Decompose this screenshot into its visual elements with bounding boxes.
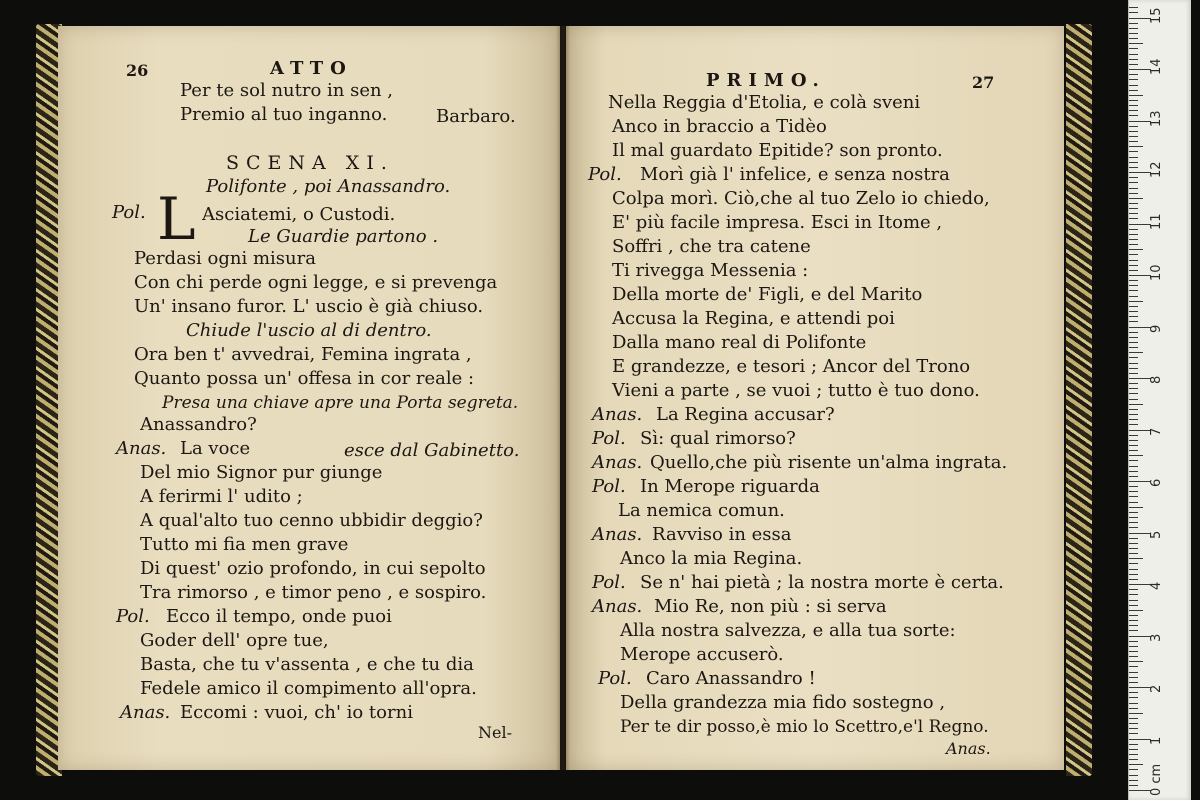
ruler-tick <box>1129 414 1138 415</box>
speaker-label: Anas. <box>120 702 171 723</box>
text-line: Soffri , che tra catene <box>612 236 811 257</box>
speaker-label: Pol. <box>116 606 150 627</box>
ruler-tick <box>1129 507 1143 508</box>
ruler-tick <box>1129 342 1138 343</box>
ruler-tick <box>1129 646 1138 647</box>
ruler-tick <box>1129 579 1138 580</box>
ruler-tick <box>1129 692 1138 693</box>
ruler-tick <box>1129 723 1138 724</box>
ruler-tick <box>1129 254 1138 255</box>
text-line: Un' insano furor. L' uscio è già chiuso. <box>134 296 484 317</box>
text-line: Della grandezza mia fido sostegno , <box>620 692 946 713</box>
ruler-tick <box>1129 610 1143 611</box>
ruler-tick <box>1129 630 1138 631</box>
ruler-tick <box>1129 151 1138 152</box>
ruler-tick <box>1129 18 1151 19</box>
ruler-tick <box>1129 512 1138 513</box>
ruler-tick <box>1129 460 1138 461</box>
ruler-tick <box>1129 672 1138 673</box>
ruler-tick <box>1129 59 1138 60</box>
ruler-tick <box>1129 486 1138 487</box>
ruler-label: 10 <box>1149 264 1164 281</box>
ruler-tick <box>1129 363 1138 364</box>
ruler-tick <box>1129 677 1138 678</box>
ruler-tick <box>1129 718 1138 719</box>
ruler-tick <box>1129 64 1138 65</box>
speaker-label: Pol. <box>588 164 622 185</box>
ruler-tick <box>1129 43 1143 44</box>
text-line: Basta, che tu v'assenta , e che tu dia <box>140 654 474 675</box>
ruler-tick <box>1129 450 1138 451</box>
ruler-tick <box>1129 558 1143 559</box>
text-line: Anassandro? <box>140 414 257 435</box>
text-line: Ravviso in essa <box>652 524 792 545</box>
catchword-left: Nel- <box>478 723 512 742</box>
ruler-tick <box>1129 110 1138 111</box>
text-line: Quanto possa un' offesa in cor reale : <box>134 368 475 389</box>
text-line: E' più facile impresa. Esci in Itome , <box>612 212 943 233</box>
ruler-tick <box>1129 517 1138 518</box>
ruler-tick <box>1129 780 1138 781</box>
ruler-tick <box>1129 352 1143 353</box>
catchword-right: Anas. <box>946 739 991 758</box>
speaker-label: Anas. <box>116 438 167 459</box>
ruler-tick <box>1129 275 1151 276</box>
text-line: Anco in braccio a Tidèo <box>612 116 827 137</box>
text-line: Barbaro. <box>436 106 516 127</box>
text-line: Dalla mano real di Polifonte <box>612 332 867 353</box>
ruler-tick <box>1129 290 1138 291</box>
ruler-tick <box>1129 203 1138 204</box>
ruler-tick <box>1129 270 1138 271</box>
text-line: Ecco il tempo, onde puoi <box>166 606 392 627</box>
ruler-tick <box>1129 378 1151 379</box>
text-line: E grandezze, e tesori ; Ancor del Trono <box>612 356 971 377</box>
ruler-tick <box>1129 481 1151 482</box>
text-line: Colpa morì. Ciò,che al tuo Zelo io chiedo, <box>612 188 990 209</box>
text-line: In Merope riguarda <box>640 476 820 497</box>
text-line: Del mio Signor pur giunge <box>140 462 383 483</box>
text-line: A qual'alto tuo cenno ubbidir deggio? <box>140 510 483 531</box>
ruler-tick <box>1129 553 1138 554</box>
ruler-tick <box>1129 213 1138 214</box>
ruler-tick <box>1129 373 1138 374</box>
ruler-tick <box>1129 399 1138 400</box>
ruler-tick <box>1129 440 1138 441</box>
ruler-tick <box>1129 74 1138 75</box>
stage-direction: esce dal Gabinetto. <box>344 440 520 461</box>
text-line: Alla nostra salvezza, e alla tua sorte: <box>620 620 956 641</box>
running-head-right: PRIMO. <box>706 70 826 91</box>
speaker-label: Anas. <box>592 596 643 617</box>
ruler-tick <box>1129 12 1138 13</box>
ruler-tick <box>1129 455 1143 456</box>
stage-direction: Presa una chiave apre una Porta segreta. <box>162 393 519 413</box>
ruler-tick <box>1129 393 1138 394</box>
text-line: Fedele amico il compimento all'opra. <box>140 678 477 699</box>
ruler-tick <box>1129 48 1138 49</box>
text-line: Asciatemi, o Custodi. <box>202 204 396 225</box>
ruler-tick <box>1129 533 1151 534</box>
ruler-tick <box>1129 28 1138 29</box>
ruler-tick <box>1129 368 1138 369</box>
text-line: Tutto mi fia men grave <box>140 534 349 555</box>
ruler-tick <box>1129 136 1138 137</box>
ruler-tick <box>1129 296 1138 297</box>
text-line: Il mal guardato Epitide? son pronto. <box>612 140 943 161</box>
scene-heading: SCENA XI. <box>226 152 394 174</box>
ruler-tick <box>1129 651 1138 652</box>
ruler-tick <box>1129 594 1138 595</box>
ruler-tick <box>1129 7 1138 8</box>
ruler-tick <box>1129 584 1151 585</box>
ruler-tick <box>1129 419 1138 420</box>
ruler-tick <box>1129 687 1151 688</box>
ruler-tick <box>1129 33 1138 34</box>
ruler-tick <box>1129 172 1151 173</box>
ruler-tick <box>1129 713 1143 714</box>
ruler-tick <box>1129 476 1138 477</box>
ruler-tick <box>1129 569 1138 570</box>
ruler-tick <box>1129 347 1138 348</box>
text-line: Premio al tuo inganno. <box>180 104 388 125</box>
ruler-tick <box>1129 759 1138 760</box>
text-line: Tra rimorso , e timor peno , e sospiro. <box>140 582 487 603</box>
ruler-tick <box>1129 280 1138 281</box>
speaker-label: Pol. <box>112 202 146 223</box>
speaker-label: Anas. <box>592 404 643 425</box>
ruler-tick <box>1129 69 1151 70</box>
ruler-label: 13 <box>1149 109 1164 127</box>
ruler-label: 7 <box>1149 427 1164 436</box>
text-line: Accusa la Regina, e attendi poi <box>612 308 895 329</box>
ruler-tick <box>1129 739 1151 740</box>
ruler-label: 9 <box>1149 324 1164 333</box>
text-line: Morì già l' infelice, e senza nostra <box>640 164 950 185</box>
ruler-tick <box>1129 218 1138 219</box>
text-line: Con chi perde ogni legge, e si prevenga <box>134 272 498 293</box>
text-line: Della morte de' Figli, e del Marito <box>612 284 923 305</box>
ruler-tick <box>1129 105 1138 106</box>
ruler-tick <box>1129 445 1138 446</box>
speaker-label: Pol. <box>592 428 626 449</box>
ruler-tick <box>1129 285 1138 286</box>
ruler-tick <box>1129 749 1138 750</box>
ruler-tick <box>1129 424 1138 425</box>
ruler-tick <box>1129 538 1138 539</box>
text-line: La nemica comun. <box>618 500 785 521</box>
book-gutter <box>556 26 570 770</box>
text-line: Eccomi : vuoi, ch' io torni <box>180 702 413 723</box>
ruler-tick <box>1129 708 1138 709</box>
ruler-tick <box>1129 466 1138 467</box>
text-line: La Regina accusar? <box>656 404 835 425</box>
ruler-tick <box>1129 625 1138 626</box>
ruler-tick <box>1129 198 1143 199</box>
ruler-tick <box>1129 167 1138 168</box>
ruler-tick <box>1129 249 1143 250</box>
ruler-tick <box>1129 409 1138 410</box>
ruler-tick <box>1129 589 1138 590</box>
speaker-label: Anas. <box>592 524 643 545</box>
ruler-tick <box>1129 126 1138 127</box>
ruler-tick <box>1129 527 1138 528</box>
ruler-label: 2 <box>1149 684 1164 693</box>
ruler-tick <box>1129 388 1138 389</box>
ruler-tick <box>1129 121 1151 122</box>
ruler-tick <box>1129 229 1138 230</box>
ruler-tick <box>1129 141 1138 142</box>
ruler-tick <box>1129 733 1138 734</box>
ruler-tick <box>1129 491 1138 492</box>
ruler-tick <box>1129 543 1138 544</box>
ruler-tick <box>1129 703 1138 704</box>
ruler-tick <box>1129 615 1138 616</box>
ruler-tick <box>1129 728 1138 729</box>
ruler-tick <box>1129 471 1138 472</box>
text-line: A ferirmi l' udito ; <box>140 486 303 507</box>
text-line: Goder dell' opre tue, <box>140 630 329 651</box>
ruler-tick <box>1129 785 1138 786</box>
speaker-label: Pol. <box>592 476 626 497</box>
ruler-tick <box>1129 157 1138 158</box>
ruler-tick <box>1129 95 1143 96</box>
ruler-tick <box>1129 131 1138 132</box>
ruler-label: 1 <box>1149 736 1164 745</box>
ruler-tick <box>1129 502 1138 503</box>
ruler-tick <box>1129 115 1138 116</box>
ruler-tick <box>1129 23 1138 24</box>
ruler-tick <box>1129 306 1138 307</box>
drop-cap: L <box>157 185 196 253</box>
ruler-tick <box>1129 620 1138 621</box>
ruler-tick <box>1129 600 1138 601</box>
ruler-tick <box>1129 38 1138 39</box>
text-line: Nella Reggia d'Etolia, e colà sveni <box>608 92 921 113</box>
ruler-tick <box>1129 177 1138 178</box>
ruler-tick <box>1129 548 1138 549</box>
ruler-tick <box>1129 100 1138 101</box>
text-line: Di quest' ozio profondo, in cui sepolto <box>140 558 486 579</box>
ruler-tick <box>1129 182 1138 183</box>
ruler-tick <box>1129 775 1138 776</box>
ruler-tick <box>1129 754 1138 755</box>
measuring-ruler <box>1128 0 1191 800</box>
stage-direction: Chiude l'uscio al di dentro. <box>186 320 432 341</box>
ruler-tick <box>1129 193 1138 194</box>
ruler-tick <box>1129 656 1138 657</box>
marbled-cover-right <box>1066 24 1092 776</box>
ruler-tick <box>1129 636 1151 637</box>
ruler-label: 15 <box>1149 6 1164 24</box>
speaker-label: Pol. <box>592 572 626 593</box>
ruler-tick <box>1129 605 1138 606</box>
text-line: Per te sol nutro in sen , <box>180 80 394 101</box>
ruler-tick <box>1129 769 1138 770</box>
ruler-tick <box>1129 79 1138 80</box>
ruler-tick <box>1129 265 1138 266</box>
text-line: Merope accuserò. <box>620 644 784 665</box>
ruler-tick <box>1129 327 1151 328</box>
ruler-tick <box>1129 764 1143 765</box>
ruler-tick <box>1129 666 1138 667</box>
speaker-label: Anas. <box>592 452 643 473</box>
ruler-label: 8 <box>1149 375 1164 384</box>
text-line: La voce <box>180 438 251 459</box>
ruler-label: 14 <box>1149 58 1164 75</box>
ruler-label: 3 <box>1149 633 1164 642</box>
ruler-tick <box>1129 661 1143 662</box>
ruler-tick <box>1129 90 1138 91</box>
ruler-tick <box>1129 239 1138 240</box>
ruler-tick <box>1129 316 1138 317</box>
ruler-tick <box>1129 435 1138 436</box>
ruler-tick <box>1129 337 1138 338</box>
ruler-tick <box>1129 574 1138 575</box>
ruler-tick <box>1129 522 1138 523</box>
scene-characters: Polifonte , poi Anassandro. <box>206 176 451 197</box>
stage-direction: Le Guardie partono . <box>248 226 439 247</box>
ruler-label: 5 <box>1149 530 1164 539</box>
speaker-label: Pol. <box>598 668 632 689</box>
ruler-tick <box>1129 404 1143 405</box>
ruler-tick <box>1129 301 1143 302</box>
ruler-tick <box>1129 744 1138 745</box>
ruler-tick <box>1129 383 1138 384</box>
ruler-tick <box>1129 357 1138 358</box>
text-line: Se n' hai pietà ; la nostra morte è certa. <box>640 572 1004 593</box>
text-line: Ti rivegga Messenia : <box>612 260 809 281</box>
text-line: Per te dir posso,è mio lo Scettro,e'l Regno. <box>620 717 989 737</box>
text-line: Sì: qual rimorso? <box>640 428 796 449</box>
text-line: Mio Re, non più : si serva <box>654 596 887 617</box>
ruler-tick <box>1129 430 1151 431</box>
ruler-tick <box>1129 496 1138 497</box>
ruler-tick <box>1129 260 1138 261</box>
ruler-tick <box>1129 682 1138 683</box>
text-line: Perdasi ogni misura <box>134 248 316 269</box>
text-line: Vieni a parte , se vuoi ; tutto è tuo dono. <box>612 380 980 401</box>
ruler-label: 6 <box>1149 478 1164 487</box>
ruler-label: 11 <box>1149 212 1164 230</box>
ruler-tick <box>1129 208 1138 209</box>
running-head-left: ATTO <box>270 58 353 79</box>
ruler-tick <box>1129 224 1151 225</box>
ruler-label: 4 <box>1149 581 1164 590</box>
ruler-tick <box>1129 697 1138 698</box>
ruler-tick <box>1129 234 1138 235</box>
ruler-tick <box>1129 188 1138 189</box>
ruler-tick <box>1129 162 1138 163</box>
text-line: Caro Anassandro ! <box>646 668 816 689</box>
ruler-tick <box>1129 641 1138 642</box>
text-line: Anco la mia Regina. <box>620 548 803 569</box>
ruler-tick <box>1129 311 1138 312</box>
page-number-right: 27 <box>972 73 995 92</box>
ruler-tick <box>1129 85 1138 86</box>
ruler-tick <box>1129 563 1138 564</box>
page-number-left: 26 <box>126 61 149 80</box>
ruler-label: 0 cm <box>1149 763 1164 796</box>
text-line: Ora ben t' avvedrai, Femina ingrata , <box>134 344 472 365</box>
ruler-tick <box>1129 321 1138 322</box>
text-line: Quello,che più risente un'alma ingrata. <box>650 452 1008 473</box>
ruler-tick <box>1129 54 1138 55</box>
ruler-label: 12 <box>1149 161 1164 178</box>
ruler-tick <box>1129 332 1138 333</box>
ruler-tick <box>1129 146 1143 147</box>
ruler-tick <box>1129 790 1151 791</box>
ruler-tick <box>1129 244 1138 245</box>
